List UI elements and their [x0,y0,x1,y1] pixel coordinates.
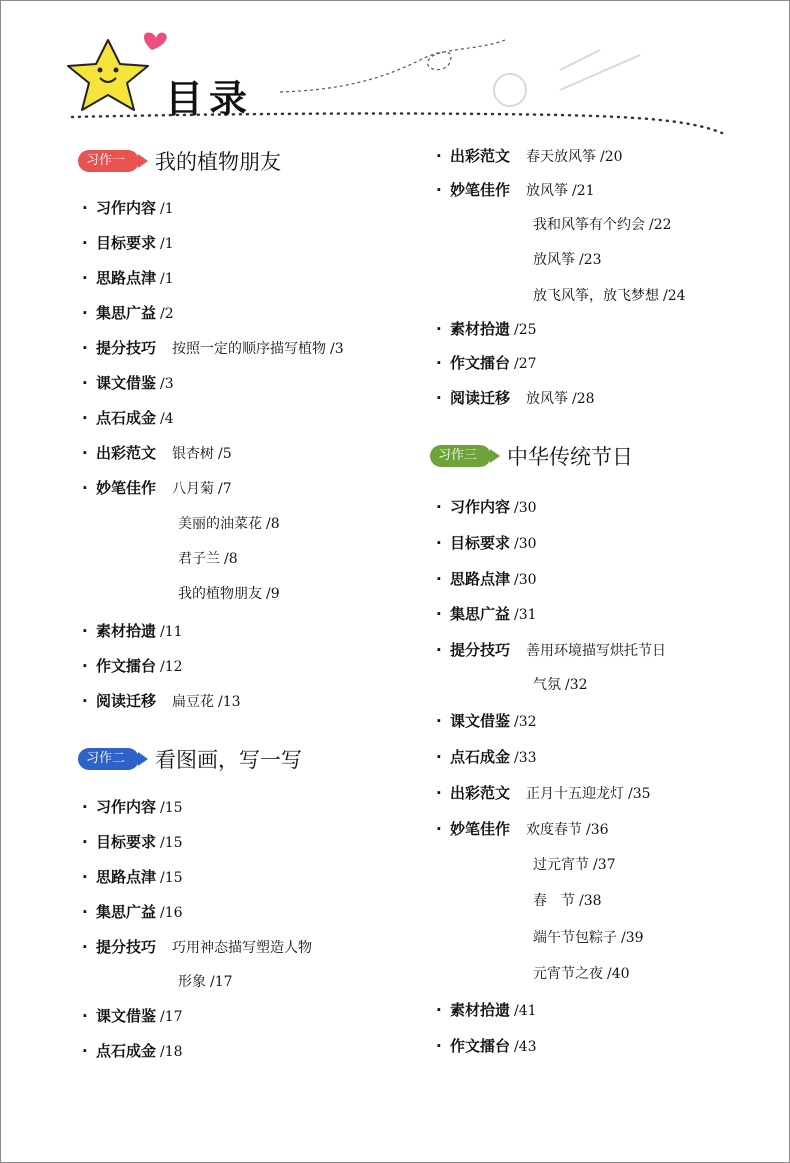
section-header-1 [78,146,281,176]
toc-entry[interactable]: · 点石成金 /4 [82,409,174,427]
watermark-emblem [494,50,640,106]
toc-entry[interactable]: · 作文擂台 /12 [82,657,183,675]
section-header-3 [430,441,633,471]
toc-entry[interactable]: · 习作内容 /15 [82,798,183,816]
toc-subentry[interactable]: 放风筝 /23 [533,252,602,268]
toc-entry[interactable]: · 阅读迁移 放风筝 /28 [436,389,595,407]
section-tag-1: 习作一 [78,150,139,172]
toc-subentry[interactable]: 君子兰 /8 [178,551,238,567]
toc-entry[interactable]: · 思路点津 /1 [82,269,174,287]
heart-icon [144,32,167,50]
toc-entry[interactable]: · 点石成金 /18 [82,1042,183,1060]
toc-entry[interactable]: · 目标要求 /30 [436,534,537,552]
toc-entry[interactable]: · 习作内容 /30 [436,498,537,516]
toc-entry[interactable]: · 集思广益 /16 [82,903,183,921]
toc-entry[interactable]: · 妙笔佳作 八月菊 /7 [82,479,232,497]
section-header-2 [78,744,302,774]
toc-subentry[interactable]: 放飞风筝，放飞梦想 /24 [533,288,686,304]
toc-entry[interactable]: · 目标要求 /1 [82,234,174,252]
dashed-swirl [280,40,505,92]
section-title-2: 看图画，写一写 [155,748,303,772]
section-tag-3: 习作三 [430,445,491,467]
star-icon [68,40,148,110]
page-title: 目录 [165,77,254,121]
toc-entry[interactable]: · 课文借鉴 /32 [436,712,537,730]
toc-subentry[interactable]: 形象 /17 [178,974,233,990]
toc-entry[interactable]: · 集思广益 /31 [436,605,537,623]
toc-entry[interactable]: · 出彩范文 正月十五迎龙灯 /35 [436,784,651,802]
toc-entry[interactable]: · 素材拾遗 /11 [82,622,183,640]
toc-subentry[interactable]: 气氛 /32 [533,677,588,693]
toc-entry[interactable]: · 提分技巧 按照一定的顺序描写植物 /3 [82,339,344,357]
toc-entry[interactable]: · 妙笔佳作 欢度春节 /36 [436,820,609,838]
toc-entry[interactable]: · 课文借鉴 /3 [82,374,174,392]
toc-subentry[interactable]: 元宵节之夜 /40 [533,966,630,982]
toc-entry[interactable]: · 目标要求 /15 [82,833,183,851]
toc-entry[interactable]: · 集思广益 /2 [82,304,174,322]
toc-subentry[interactable]: 春 节 /38 [533,893,602,909]
toc-entry[interactable]: · 素材拾遗 /25 [436,320,537,338]
toc-entry[interactable]: · 提分技巧 善用环境描写烘托节日 [436,641,667,659]
toc-entry[interactable]: · 素材拾遗 /41 [436,1001,537,1019]
toc-subentry[interactable]: 美丽的油菜花 /8 [178,516,280,532]
toc-subentry[interactable]: 端午节包粽子 /39 [533,930,644,946]
section-tag-2: 习作二 [78,748,139,770]
section-title-1: 我的植物朋友 [155,150,282,174]
toc-entry[interactable]: · 点石成金 /33 [436,748,537,766]
toc-entry[interactable]: · 阅读迁移 扁豆花 /13 [82,692,241,710]
section-title-3: 中华传统节日 [507,445,634,469]
toc-entry[interactable]: · 思路点津 /15 [82,868,183,886]
toc-entry[interactable]: · 习作内容 /1 [82,199,174,217]
toc-entry[interactable]: · 课文借鉴 /17 [82,1007,183,1025]
toc-subentry[interactable]: 我的植物朋友 /9 [178,586,280,602]
toc-entry[interactable]: · 作文擂台 /43 [436,1037,537,1055]
toc-entry[interactable]: · 提分技巧 巧用神态描写塑造人物 [82,938,313,956]
toc-entry[interactable]: · 妙笔佳作 放风筝 /21 [436,181,595,199]
toc-subentry[interactable]: 过元宵节 /37 [533,857,616,873]
toc-entry[interactable]: · 作文擂台 /27 [436,354,537,372]
toc-entry[interactable]: · 出彩范文 春天放风筝 /20 [436,147,623,165]
header-decoration [0,0,790,140]
toc-entry[interactable]: · 出彩范文 银杏树 /5 [82,444,232,462]
toc-subentry[interactable]: 我和风筝有个约会 /22 [533,217,672,233]
toc-entry[interactable]: · 思路点津 /30 [436,570,537,588]
